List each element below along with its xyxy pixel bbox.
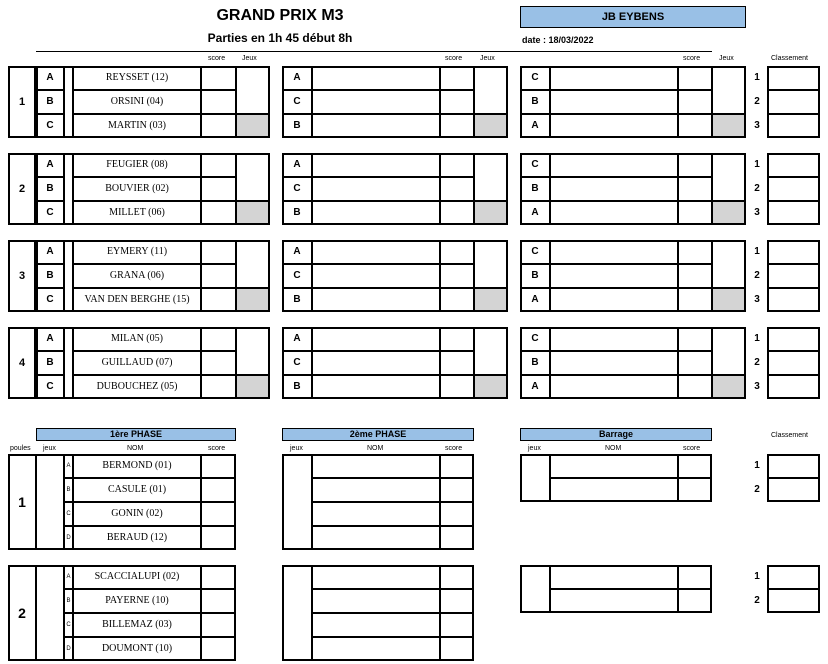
rank-number: 1 (754, 159, 760, 170)
player-letter: A (46, 333, 54, 344)
player-name: GRANA (06) (109, 270, 165, 281)
col-header-classement: Classement (771, 55, 808, 62)
classement-outline (767, 240, 820, 312)
rank-number: 2 (754, 96, 760, 107)
poule-player-name: BERMOND (01) (102, 460, 172, 471)
round-letter: C (293, 96, 301, 107)
player-name: EYMERY (11) (106, 246, 168, 257)
barrage-outline (520, 565, 712, 613)
col-header-jeux: jeux (528, 445, 541, 452)
round-letter: C (531, 159, 539, 170)
round-letter: A (293, 72, 301, 83)
classement-outline (767, 454, 820, 502)
rank-number: 3 (754, 120, 760, 131)
club-banner (520, 6, 746, 28)
round-letter: A (293, 333, 301, 344)
player-name: DUBOUCHEZ (05) (96, 381, 178, 392)
group-number: 3 (18, 270, 26, 282)
group-number: 4 (18, 357, 26, 369)
round-letter: B (531, 357, 539, 368)
col-header-nom: NOM (605, 445, 622, 452)
player-name: VAN DEN BERGHE (15) (84, 294, 190, 305)
block-outline (36, 153, 270, 225)
phase1-label: 1ère PHASE (109, 429, 163, 439)
player-letter: B (46, 183, 54, 194)
col-header-jeux: jeux (43, 445, 56, 452)
poule-letter: A (66, 463, 71, 469)
page-title: GRAND PRIX M3 (216, 7, 344, 24)
block-outline (36, 327, 270, 399)
poule-outline (8, 565, 236, 661)
rank-number: 2 (754, 595, 760, 606)
phase1-banner (36, 428, 236, 441)
block-outline (282, 327, 508, 399)
player-letter: B (46, 357, 54, 368)
col-header-jeux: jeux (290, 445, 303, 452)
round-letter: A (293, 246, 301, 257)
header-rule (36, 51, 712, 52)
col-header-score: score (208, 445, 226, 452)
rank-number: 2 (754, 357, 760, 368)
block-outline (36, 240, 270, 312)
player-letter: A (46, 159, 54, 170)
poule-player-name: GONIN (02) (111, 508, 163, 519)
rank-number: 3 (754, 381, 760, 392)
block-outline (520, 327, 746, 399)
col-header-jeux: Jeux (242, 55, 257, 62)
rank-number: 3 (754, 207, 760, 218)
col-header-score: score (445, 55, 463, 62)
rank-number: 1 (754, 333, 760, 344)
club-name: JB EYBENS (601, 11, 665, 23)
poule-player-name: CASULE (01) (107, 484, 167, 495)
player-name: MILAN (05) (111, 333, 163, 344)
round-letter: B (531, 96, 539, 107)
classement-outline (767, 327, 820, 399)
phases-classement-header: Classement (771, 432, 808, 439)
player-name: REYSSET (12) (105, 72, 169, 83)
phase2-outline (282, 454, 474, 550)
round-letter: A (293, 159, 301, 170)
player-name: MARTIN (03) (107, 120, 166, 131)
player-letter: C (46, 207, 54, 218)
col-header-score: score (683, 445, 701, 452)
player-letter: A (46, 246, 54, 257)
block-outline (520, 153, 746, 225)
rank-number: 2 (754, 484, 760, 495)
round-letter: B (293, 294, 301, 305)
player-name: MILLET (06) (109, 207, 165, 218)
round-letter: A (531, 381, 539, 392)
rank-number: 2 (754, 183, 760, 194)
col-header-score: score (208, 55, 226, 62)
player-letter: C (46, 381, 54, 392)
col-header-score: score (445, 445, 463, 452)
col-header-nom: NOM (127, 445, 144, 452)
round-letter: A (531, 120, 539, 131)
poule-letter: D (66, 646, 71, 652)
rank-number: 1 (754, 460, 760, 471)
event-date: date : 18/03/2022 (522, 35, 594, 45)
phase2-outline (282, 565, 474, 661)
poule-letter: C (66, 622, 71, 628)
poule-player-name: PAYERNE (10) (105, 595, 169, 606)
col-header-score: score (683, 55, 701, 62)
round-letter: B (293, 381, 301, 392)
page-subtitle: Parties en 1h 45 début 8h (207, 31, 353, 45)
round-letter: C (293, 183, 301, 194)
player-letter: B (46, 96, 54, 107)
col-header-poules: poules (10, 445, 31, 452)
player-name: BOUVIER (02) (105, 183, 169, 194)
poule-outline (8, 454, 236, 550)
rank-number: 2 (754, 270, 760, 281)
poule-letter: C (66, 511, 71, 517)
poule-player-name: BILLEMAZ (03) (102, 619, 172, 630)
round-letter: A (531, 294, 539, 305)
poule-letter: D (66, 535, 71, 541)
classement-outline (767, 153, 820, 225)
round-letter: C (531, 72, 539, 83)
block-outline (282, 153, 508, 225)
phase2-banner (282, 428, 474, 441)
rank-number: 1 (754, 246, 760, 257)
barrage-outline (520, 454, 712, 502)
poule-player-name: SCACCIALUPI (02) (94, 571, 180, 582)
poule-number: 2 (18, 605, 26, 621)
player-letter: A (46, 72, 54, 83)
block-outline (520, 66, 746, 138)
barrage-label: Barrage (598, 429, 634, 439)
col-header-jeux: Jeux (719, 55, 734, 62)
player-letter: C (46, 294, 54, 305)
rank-number: 1 (754, 571, 760, 582)
player-name: FEUGIER (08) (106, 159, 168, 170)
poule-player-name: DOUMONT (10) (101, 643, 173, 654)
player-letter: C (46, 120, 54, 131)
player-name: GUILLAUD (07) (101, 357, 173, 368)
group-number: 1 (18, 96, 26, 108)
rank-number: 1 (754, 72, 760, 83)
classement-outline (767, 565, 820, 613)
round-letter: B (531, 183, 539, 194)
round-letter: C (293, 357, 301, 368)
block-outline (36, 66, 270, 138)
round-letter: B (293, 207, 301, 218)
poule-number: 1 (18, 494, 26, 510)
barrage-banner (520, 428, 712, 441)
player-letter: B (46, 270, 54, 281)
poule-letter: A (66, 574, 71, 580)
round-letter: C (531, 246, 539, 257)
poule-letter: B (66, 598, 71, 604)
round-letter: C (531, 333, 539, 344)
classement-outline (767, 66, 820, 138)
poule-letter: B (66, 487, 71, 493)
round-letter: B (531, 270, 539, 281)
block-outline (520, 240, 746, 312)
poule-player-name: BERAUD (12) (106, 532, 168, 543)
col-header-jeux: Jeux (480, 55, 495, 62)
block-outline (282, 240, 508, 312)
block-outline (282, 66, 508, 138)
group-number: 2 (18, 183, 26, 195)
player-name: ORSINI (04) (110, 96, 164, 107)
rank-number: 3 (754, 294, 760, 305)
col-header-nom: NOM (367, 445, 384, 452)
phase2-label: 2ème PHASE (349, 429, 407, 439)
round-letter: B (293, 120, 301, 131)
round-letter: A (531, 207, 539, 218)
round-letter: C (293, 270, 301, 281)
